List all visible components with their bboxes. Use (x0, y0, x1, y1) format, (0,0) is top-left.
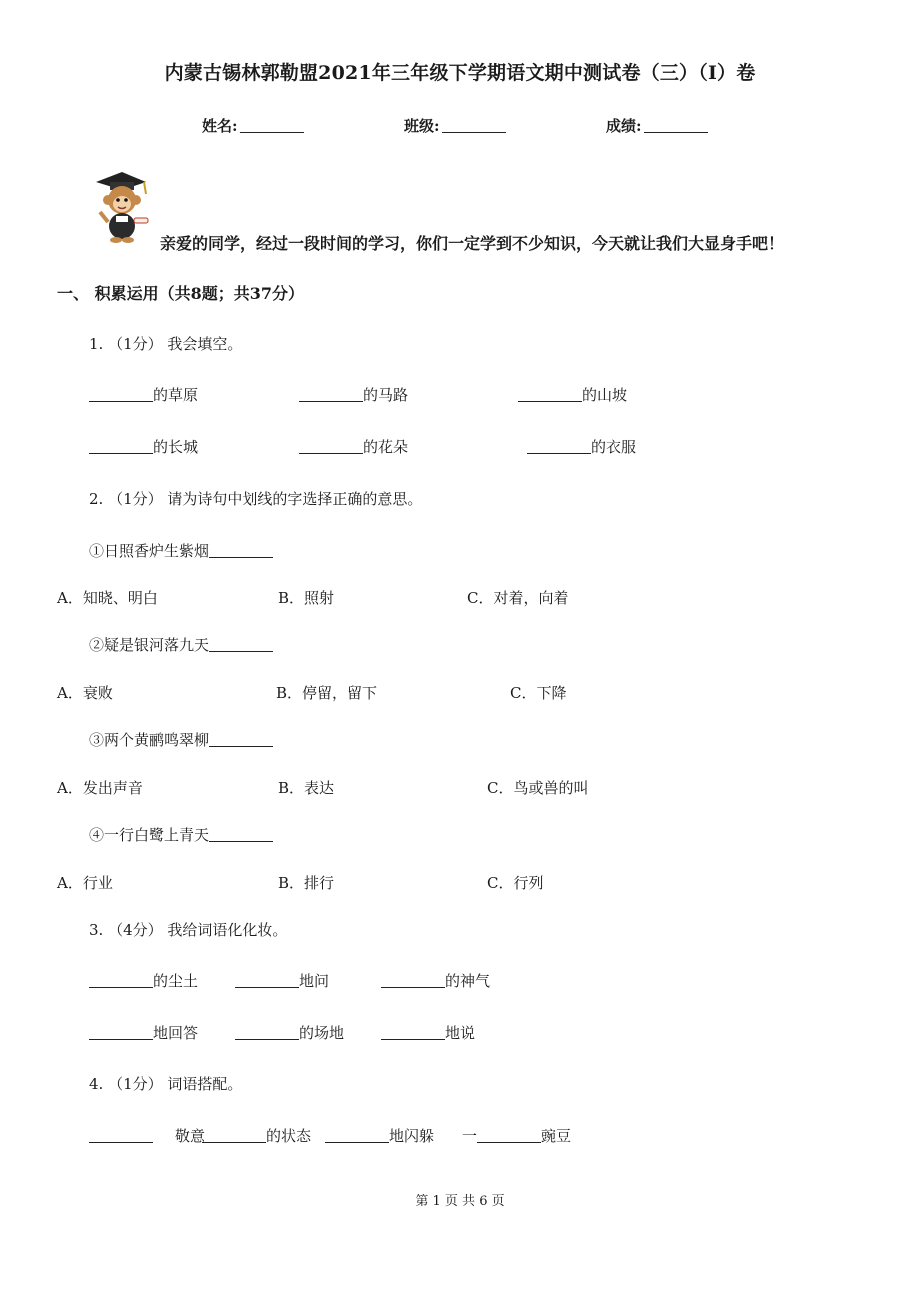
q1-item-1: 的草原 (153, 386, 199, 404)
q4-item-1: 敬意 (175, 1127, 206, 1145)
q3-item-4: 地回答 (153, 1024, 199, 1042)
fill-blank[interactable] (89, 1025, 153, 1040)
q3-item-2: 地问 (299, 972, 330, 990)
q3-blank-4 (89, 1022, 198, 1043)
q2-sub2-option-b[interactable]: B．停留，留下 (276, 684, 378, 702)
fill-blank[interactable] (89, 973, 153, 988)
q2-sub-4-text: ④一行白鹭上青天 (89, 826, 210, 844)
section-heading-1: 一、 积累运用（共8题；共37分） (57, 284, 304, 303)
fill-blank[interactable] (299, 387, 363, 402)
q4-blank-3 (325, 1125, 434, 1146)
class-field (404, 115, 506, 136)
q4-item-4: 一 (462, 1127, 478, 1145)
fill-blank[interactable] (89, 439, 153, 454)
q1-item-3: 的山坡 (582, 386, 628, 404)
q3-item-5: 的场地 (299, 1024, 345, 1042)
mascot-monkey-icon (86, 168, 156, 246)
fill-blank[interactable] (209, 637, 273, 652)
q2-sub-2 (89, 634, 273, 655)
q4-item-3: 地闪躲 (389, 1127, 435, 1145)
q3-item-1: 的尘土 (153, 972, 199, 990)
q3-blank-5 (235, 1022, 344, 1043)
fill-blank[interactable] (477, 1128, 541, 1143)
q2-sub-2-text: ②疑是银河落九天 (89, 636, 210, 654)
fill-blank[interactable] (381, 973, 445, 988)
greeting-text: 亲爱的同学，经过一段时间的学习，你们一定学到不少知识，今天就让我们大显身手吧！ (160, 234, 785, 253)
fill-blank[interactable] (202, 1128, 266, 1143)
q4-blank-1 (89, 1125, 205, 1146)
score-blank[interactable] (644, 118, 708, 133)
q1-item-5: 的花朵 (363, 438, 409, 456)
page-footer: 第 1 页 共 6 页 (415, 1194, 505, 1209)
q3-blank-2 (235, 970, 329, 991)
q3-item-6: 地说 (445, 1024, 476, 1042)
q4-item-5: 豌豆 (541, 1127, 572, 1145)
q1-item-2: 的马路 (363, 386, 409, 404)
q2-sub-1 (89, 540, 273, 561)
q1-blank-5 (299, 436, 408, 457)
class-label: 班级: (404, 117, 440, 135)
q2-sub3-option-a[interactable]: A．发出声音 (57, 779, 143, 797)
question-4-heading: 4. （1分） 词语搭配。 (89, 1075, 243, 1093)
name-field (202, 115, 304, 136)
q2-sub4-option-a[interactable]: A．行业 (57, 874, 113, 892)
q3-blank-3 (381, 970, 490, 991)
q2-sub1-option-c[interactable]: C．对着，向着 (467, 589, 569, 607)
q2-sub4-option-c[interactable]: C．行列 (487, 874, 544, 892)
q2-sub3-option-b[interactable]: B．表达 (278, 779, 335, 797)
q2-sub1-option-b[interactable]: B．照射 (278, 589, 335, 607)
q2-sub4-option-b[interactable]: B．排行 (278, 874, 335, 892)
q1-blank-2 (299, 384, 408, 405)
fill-blank[interactable] (518, 387, 582, 402)
q1-item-4: 的长城 (153, 438, 199, 456)
q2-sub-3 (89, 729, 273, 750)
q2-sub2-option-c[interactable]: C．下降 (510, 684, 567, 702)
fill-blank[interactable] (89, 387, 153, 402)
name-blank[interactable] (240, 118, 304, 133)
fill-blank[interactable] (381, 1025, 445, 1040)
score-field (606, 115, 708, 136)
q2-sub1-option-a[interactable]: A．知晓、明白 (57, 589, 158, 607)
class-blank[interactable] (442, 118, 506, 133)
fill-blank[interactable] (299, 439, 363, 454)
q2-sub-1-text: ①日照香炉生紫烟 (89, 542, 210, 560)
q2-sub2-option-a[interactable]: A．衰败 (57, 684, 113, 702)
page-title: 内蒙古锡林郭勒盟2021年三年级下学期语文期中测试卷（三）（I）卷 (164, 62, 756, 84)
fill-blank[interactable] (235, 973, 299, 988)
q1-blank-3 (518, 384, 627, 405)
fill-blank[interactable] (209, 543, 273, 558)
q3-item-3: 的神气 (445, 972, 491, 990)
score-label: 成绩: (606, 117, 642, 135)
name-label: 姓名: (202, 117, 238, 135)
fill-blank[interactable] (209, 827, 273, 842)
fill-blank[interactable] (209, 732, 273, 747)
question-1-heading: 1. （1分） 我会填空。 (89, 335, 243, 353)
q4-item-2: 的状态 (266, 1127, 312, 1145)
question-3-heading: 3. （4分） 我给词语化化妆。 (89, 921, 288, 939)
q4-blank-4 (462, 1125, 571, 1146)
fill-blank[interactable] (235, 1025, 299, 1040)
fill-blank[interactable] (325, 1128, 389, 1143)
q2-sub3-option-c[interactable]: C．鸟或兽的叫 (487, 779, 589, 797)
fill-blank[interactable] (527, 439, 591, 454)
q4-blank-2 (202, 1125, 311, 1146)
question-2-heading: 2. （1分） 请为诗句中划线的字选择正确的意思。 (89, 490, 423, 508)
q2-sub-4 (89, 824, 273, 845)
q1-blank-1 (89, 384, 198, 405)
q3-blank-6 (381, 1022, 475, 1043)
q1-blank-6 (527, 436, 636, 457)
q2-sub-3-text: ③两个黄鹂鸣翠柳 (89, 731, 210, 749)
q1-item-6: 的衣服 (591, 438, 637, 456)
q1-blank-4 (89, 436, 198, 457)
fill-blank[interactable] (89, 1128, 153, 1143)
q3-blank-1 (89, 970, 198, 991)
